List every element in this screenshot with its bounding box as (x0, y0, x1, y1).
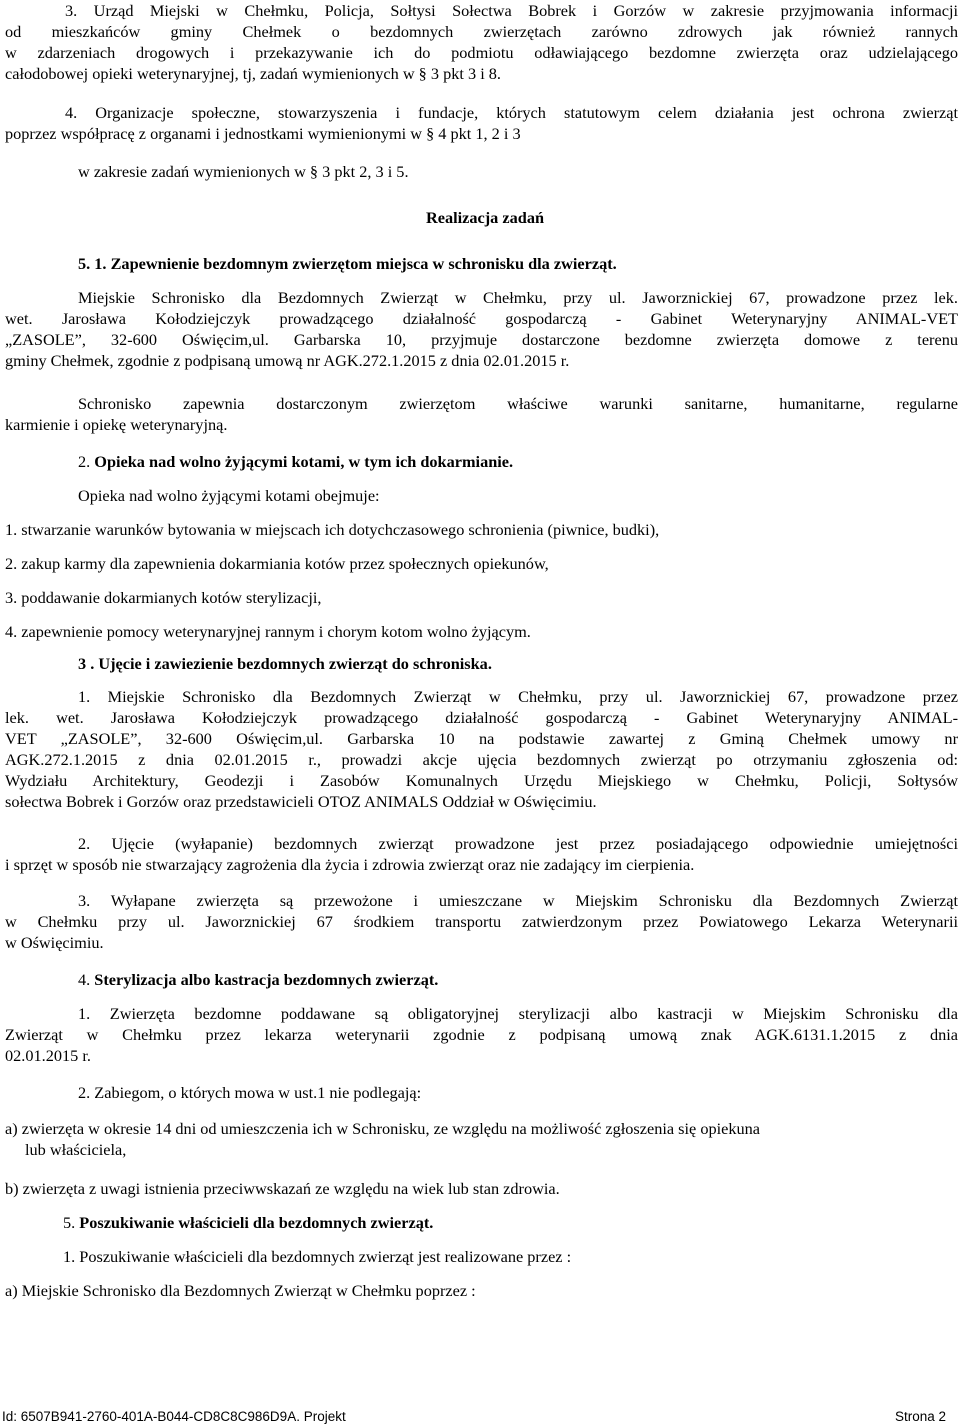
text-line: 1. Zwierzęta bezdomne poddawane są obligatoryjnej sterylizacji albo kastracji w Miejskim Schronisku dla (78, 1004, 958, 1023)
text-line: od mieszkańców gminy Chełmek o bezdomnych zwierzętach zarówno zdrowych jak również rannych (5, 22, 958, 41)
document-id: Id: 6507B941-2760-401A-B044-CD8C8C986D9A. Projekt (2, 1409, 346, 1424)
text-line: 02.01.2015 r. (5, 1046, 91, 1065)
text-line: wet. Jarosława Kołodziejczyk prowadzącego działalność gospodarczą - Gabinet Weterynaryjny ANIMAL-VET (5, 309, 958, 328)
paragraph-shelter-info (5, 287, 958, 371)
paragraph-capture-3 (5, 890, 958, 953)
text-line: w Oświęcimiu. (5, 933, 104, 952)
text-line: AGK.272.1.2015 z dnia 02.01.2015 r., prowadzi akcje ujęcia bezdomnych zwierząt po otrzymaniu zgłoszenia od: (5, 750, 958, 769)
page-footer (0, 1408, 958, 1426)
text-line: w zdarzeniach drogowych i przekazywanie ich do podmiotu odławiającego bezdomne zwierzęta oraz udzielającego (5, 43, 958, 62)
text-line: w Chełmku przy ul. Jaworznickiej 67 środkiem transportu zatwierdzonym przez Powiatowego Lekarza Weterynarii (5, 912, 958, 931)
text-line: 4. Organizacje społeczne, stowarzyszenia i fundacje, których statutowym celem działania jest ochrona zwierząt (65, 103, 958, 122)
text-line: Wydziału Architektury, Geodezji i Zasobów Komunalnych Urzędu Miejskiego w Chełmku, Policji, Sołtysów (5, 771, 958, 790)
text-line: 3. Urząd Miejski w Chełmku, Policja, Sołtysi Sołectwa Bobrek i Gorzów w zakresie przyjmowania informacji (65, 1, 958, 20)
text-line: 3. Wyłapane zwierzęta są przewożone i umieszczane w Miejskim Schronisku dla Bezdomnych Zwierząt (78, 891, 958, 910)
section-heading: Realizacja zadań (426, 208, 545, 227)
subsection-2-title: 2. Opieka nad wolno żyjącymi kotami, w tym ich dokarmianie. (78, 452, 514, 471)
list-item: 4. zapewnienie pomocy weterynaryjnej rannym i chorym kotom wolno żyjącym. (5, 622, 531, 641)
exception-a (5, 1118, 958, 1160)
paragraph-section-4-tail: w zakresie zadań wymienionych w § 3 pkt 2, 3 i 5. (78, 162, 409, 181)
paragraph-sterilization-1 (5, 1003, 958, 1066)
text-line: gminy Chełmek, zgodnie z podpisaną umową nr AGK.272.1.2015 z dnia 02.01.2015 r. (5, 351, 570, 370)
text-line: sołectwa Bobrek i Gorzów oraz przedstawicieli OTOZ ANIMALS Oddział w Oświęcimiu. (5, 792, 597, 811)
subsection-3-title: 3 . Ujęcie i zawiezienie bezdomnych zwierząt do schroniska. (78, 654, 492, 673)
text-line: lub właściciela, (25, 1140, 127, 1159)
text-line: „ZASOLE”, 32-600 Oświęcim,ul. Garbarska 10, przyjmuje dostarczone bezdomne zwierzęta domowe z terenu (5, 330, 958, 349)
subsection-5-1-title: 5. 1. Zapewnienie bezdomnym zwierzętom miejsca w schronisku dla zwierząt. (78, 254, 617, 273)
page-number: Strona 2 (894, 1409, 946, 1424)
text-line: Schronisko zapewnia dostarczonym zwierzętom właściwe warunki sanitarne, humanitarne, regularne (78, 394, 958, 413)
cats-intro: Opieka nad wolno żyjącymi kotami obejmuje: (78, 486, 380, 505)
text-line: 2. Ujęcie (wyłapanie) bezdomnych zwierząt prowadzone jest przez posiadającego odpowiednie umiejętności (78, 834, 958, 853)
paragraph-capture-1 (5, 686, 958, 812)
paragraph-owners-a: a) Miejskie Schronisko dla Bezdomnych Zwierząt w Chełmku poprzez : (5, 1281, 476, 1300)
text-line: VET „ZASOLE”, 32-600 Oświęcim,ul. Garbarska 10 na podstawie zawartej z Gminą Chełmek umowy nr (5, 729, 958, 748)
exception-b: b) zwierzęta z uwagi istnienia przeciwwskazań ze względu na wiek lub stan zdrowia. (5, 1179, 560, 1198)
text-line: Zwierząt w Chełmku przez lekarza weterynarii zgodnie z podpisaną umową znak AGK.6131.1.2015 z dnia (5, 1025, 958, 1044)
subsection-4-title: 4. Sterylizacja albo kastracja bezdomnych zwierząt. (78, 970, 439, 989)
paragraph-sterilization-2: 2. Zabiegom, o których mowa w ust.1 nie podlegają: (78, 1083, 422, 1102)
text-line: 1. Miejskie Schronisko dla Bezdomnych Zwierząt w Chełmku, przy ul. Jaworznickiej 67, prowadzone przez (78, 687, 958, 706)
text-line: karmienie i opiekę weterynaryjną. (5, 415, 228, 434)
list-item: 2. zakup karmy dla zapewnienia dokarmiania kotów przez społecznych opiekunów, (5, 554, 549, 573)
text-line: całodobowej opieki weterynaryjnej, tj, zadań wymienionych w § 3 pkt 3 i 8. (5, 64, 501, 83)
paragraph-section-4 (5, 102, 958, 144)
subsection-5-title: 5. Poszukiwanie właścicieli dla bezdomnych zwierząt. (63, 1213, 434, 1232)
text-line: i sprzęt w sposób nie stwarzający zagrożenia dla życia i zdrowia zwierząt oraz nie zadający im cierpienia. (5, 855, 695, 874)
paragraph-shelter-conditions (5, 393, 958, 435)
paragraph-capture-2 (5, 833, 958, 875)
paragraph-owners-1: 1. Poszukiwanie właścicieli dla bezdomnych zwierząt jest realizowane przez : (63, 1247, 572, 1266)
list-item: 3. poddawanie dokarmianych kotów sterylizacji, (5, 588, 322, 607)
list-item: 1. stwarzanie warunków bytowania w miejscach ich dotychczasowego schronienia (piwnice, budki), (5, 520, 660, 539)
text-line: a) zwierzęta w okresie 14 dni od umieszczenia ich w Schronisku, ze względu na możliwość zgłoszenia się opiekuna (5, 1119, 761, 1138)
paragraph-section-3 (5, 0, 958, 84)
text-line: lek. wet. Jarosława Kołodziejczyk prowadzącego działalność gospodarczą - Gabinet Weterynaryjny ANIMAL- (5, 708, 958, 727)
text-line: poprzez współpracę z organami i jednostkami wymienionymi w § 4 pkt 1, 2 i 3 (5, 124, 521, 143)
text-line: Miejskie Schronisko dla Bezdomnych Zwierząt w Chełmku, przy ul. Jaworznickiej 67, prowadzone przez lek. (78, 288, 958, 307)
